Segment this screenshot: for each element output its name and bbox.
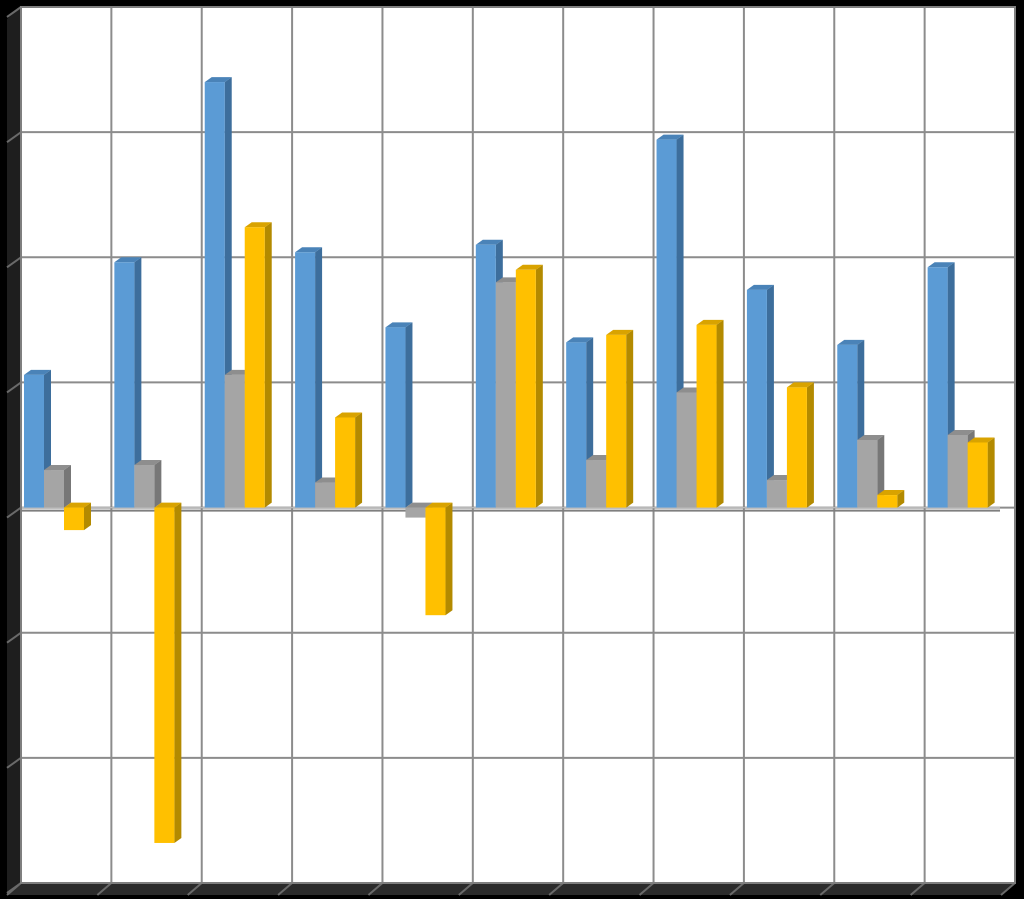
bar-s1-c10 <box>837 345 857 508</box>
bar-side-s3-c11 <box>988 437 995 507</box>
bar-s2-c3 <box>225 375 245 508</box>
bar-s1-c1 <box>24 375 44 508</box>
bar-s1-c6 <box>476 245 496 508</box>
bar-s2-c5 <box>405 508 425 518</box>
bar-s3-c5 <box>425 508 445 616</box>
bar-side-s2-c2 <box>154 460 161 508</box>
bar-s2-c7 <box>586 460 606 508</box>
bar-s1-c4 <box>295 252 315 507</box>
bar-s3-c6 <box>516 270 536 508</box>
bar-s1-c3 <box>205 82 225 507</box>
bar-s3-c3 <box>245 227 265 507</box>
bar-side-s1-c5 <box>405 322 412 507</box>
bar-s1-c8 <box>657 140 677 508</box>
bar-s3-c2 <box>154 508 174 843</box>
bar-s3-c9 <box>787 387 807 507</box>
bar-s2-c1 <box>44 470 64 508</box>
bar-s3-c7 <box>606 335 626 508</box>
bar-s2-c2 <box>134 465 154 508</box>
chart-floor <box>7 883 1015 895</box>
bar-side-s2-c1 <box>64 465 71 508</box>
bar-s1-c7 <box>566 342 586 507</box>
bar-s3-c1 <box>64 508 84 531</box>
bar-s1-c9 <box>747 290 767 508</box>
bar-s1-c11 <box>928 267 948 507</box>
bar-s3-c11 <box>968 442 988 507</box>
bar-side-s1-c4 <box>315 247 322 507</box>
bar-s2-c8 <box>677 392 697 507</box>
bar-side-s3-c9 <box>807 382 814 507</box>
bar-side-s3-c2 <box>174 503 181 843</box>
bar-side-s3-c3 <box>265 222 272 507</box>
bar-side-s1-c9 <box>767 285 774 508</box>
bar-s3-c4 <box>335 417 355 507</box>
bar-side-s3-c8 <box>717 320 724 508</box>
bar-s3-c8 <box>697 325 717 508</box>
bar-s1-c5 <box>385 327 405 507</box>
bar-side-s3-c4 <box>355 412 362 507</box>
bar-s2-c10 <box>857 440 877 508</box>
bar-side-s3-c6 <box>536 265 543 508</box>
bar-side-s3-c7 <box>626 330 633 508</box>
bar-s2-c4 <box>315 483 335 508</box>
bar-side-s3-c5 <box>445 503 452 616</box>
bar-s2-c11 <box>948 435 968 508</box>
bar-s2-c9 <box>767 480 787 508</box>
bar-s1-c2 <box>114 262 134 507</box>
bar-s3-c10 <box>877 495 897 508</box>
bar-s2-c6 <box>496 282 516 507</box>
